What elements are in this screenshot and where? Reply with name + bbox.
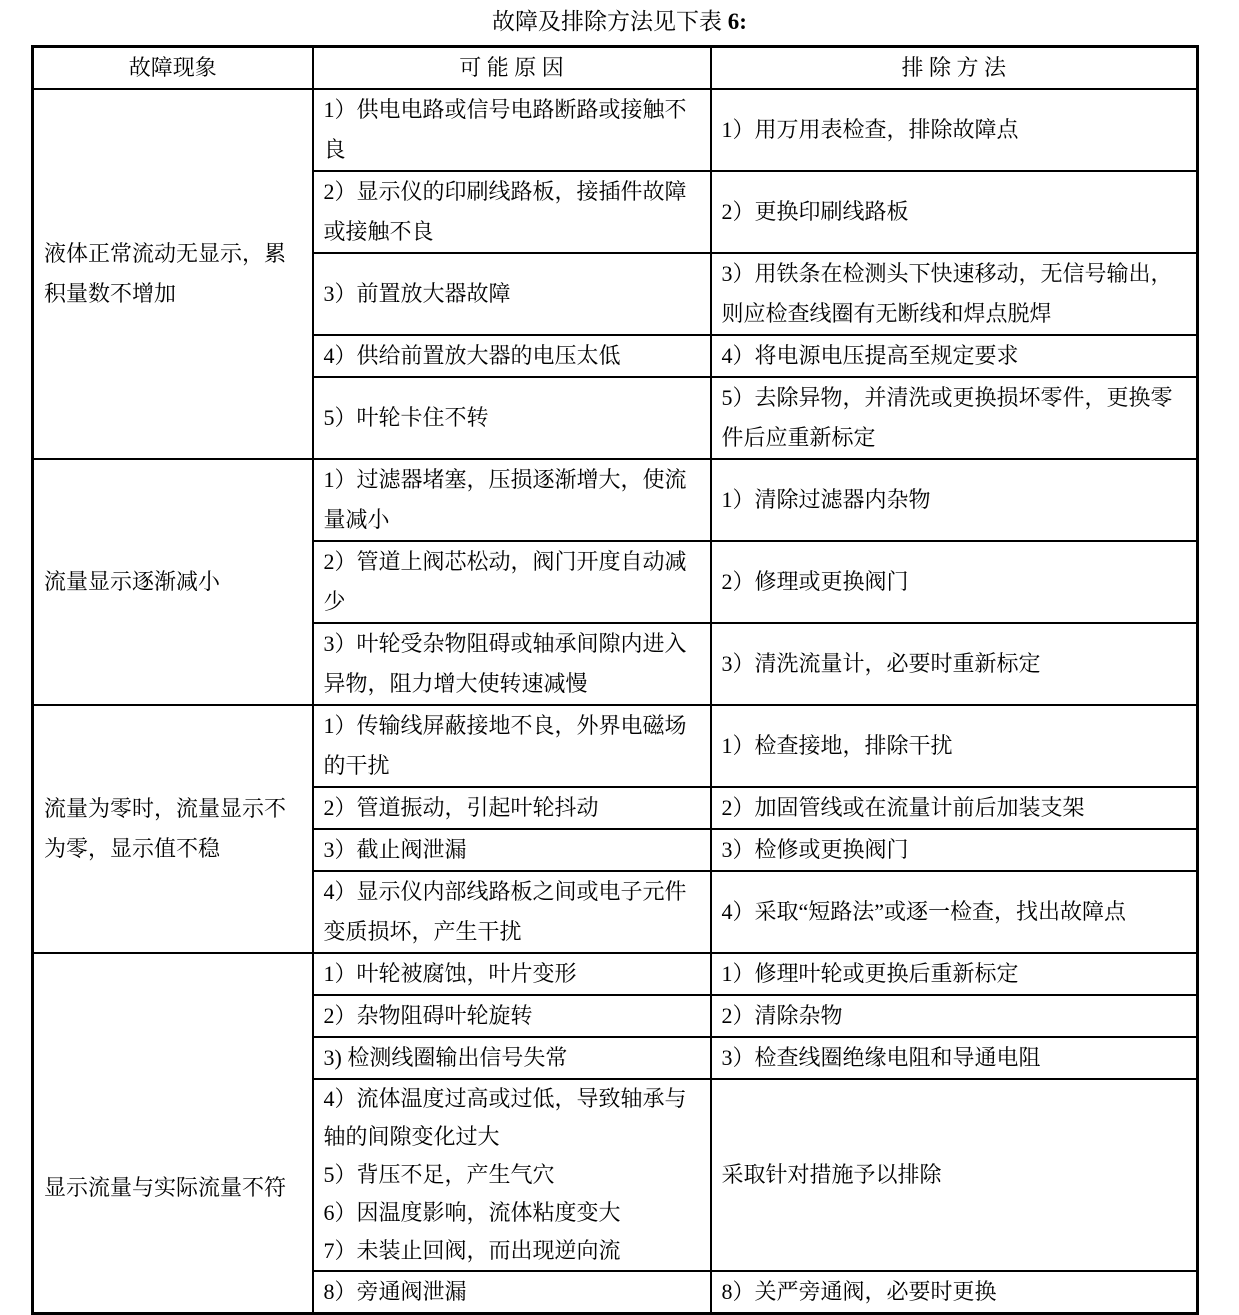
remedy-cell: 2）更换印刷线路板 <box>711 171 1198 253</box>
remedy-cell: 3）用铁条在检测头下快速移动，无信号输出，则应检查线圈有无断线和焊点脱焊 <box>711 253 1198 335</box>
cause-cell: 1）供电电路或信号电路断路或接触不良 <box>313 89 711 171</box>
remedy-cell: 2）加固管线或在流量计前后加装支架 <box>711 787 1198 829</box>
table-row <box>33 459 1198 541</box>
table-number: 6: <box>727 9 747 34</box>
cause-cell: 1）传输线屏蔽接地不良，外界电磁场的干扰 <box>313 705 711 787</box>
remedy-cell: 3）检查线圈绝缘电阻和导通电阻 <box>711 1037 1198 1079</box>
symptom-cell: 液体正常流动无显示，累积量数不增加 <box>33 89 313 459</box>
remedy-cell: 5）去除异物，并清洗或更换损坏零件，更换零件后应重新标定 <box>711 377 1198 459</box>
remedy-cell: 1）用万用表检查，排除故障点 <box>711 89 1198 171</box>
remedy-cell: 采取针对措施予以排除 <box>711 1079 1198 1271</box>
remedy-cell: 1）修理叶轮或更换后重新标定 <box>711 953 1198 995</box>
remedy-cell: 2）修理或更换阀门 <box>711 541 1198 623</box>
header-remedy: 排 除 方 法 <box>711 47 1198 90</box>
cause-cell: 3）前置放大器故障 <box>313 253 711 335</box>
table-row <box>33 953 1198 995</box>
remedy-cell: 8）关严旁通阀，必要时更换 <box>711 1271 1198 1314</box>
cause-cell: 8）旁通阀泄漏 <box>313 1271 711 1314</box>
remedy-cell: 4）将电源电压提高至规定要求 <box>711 335 1198 377</box>
table-caption <box>0 0 1239 35</box>
cause-cell: 2）杂物阻碍叶轮旋转 <box>313 995 711 1037</box>
cause-cell: 5）叶轮卡住不转 <box>313 377 711 459</box>
cause-cell <box>313 1079 711 1271</box>
symptom-cell: 显示流量与实际流量不符 <box>33 953 313 1314</box>
cause-cell: 3）叶轮受杂物阻碍或轴承间隙内进入异物，阻力增大使转速减慢 <box>313 623 711 705</box>
cause-cell: 2）管道上阀芯松动，阀门开度自动减少 <box>313 541 711 623</box>
cause-item: 7）未装止回阀，而出现逆向流 <box>323 1238 621 1263</box>
table-row <box>33 705 1198 787</box>
cause-cell: 1）叶轮被腐蚀，叶片变形 <box>313 953 711 995</box>
troubleshooting-table <box>31 45 1199 1315</box>
remedy-cell: 3）清洗流量计，必要时重新标定 <box>711 623 1198 705</box>
cause-cell: 4）显示仪内部线路板之间或电子元件变质损坏，产生干扰 <box>313 871 711 953</box>
header-symptom: 故障现象 <box>33 47 313 90</box>
table-row <box>33 89 1198 171</box>
cause-cell: 1）过滤器堵塞，压损逐渐增大，使流量减小 <box>313 459 711 541</box>
symptom-cell: 流量显示逐渐减小 <box>33 459 313 705</box>
remedy-cell: 4）采取“短路法”或逐一检查，找出故障点 <box>711 871 1198 953</box>
cause-cell: 2）显示仪的印刷线路板，接插件故障或接触不良 <box>313 171 711 253</box>
cause-item: 4）流体温度过高或过低，导致轴承与轴的间隙变化过大 <box>323 1086 687 1149</box>
cause-cell: 4）供给前置放大器的电压太低 <box>313 335 711 377</box>
remedy-cell: 1）清除过滤器内杂物 <box>711 459 1198 541</box>
cause-cell: 2）管道振动，引起叶轮抖动 <box>313 787 711 829</box>
cause-item: 5）背压不足，产生气穴 <box>323 1162 555 1187</box>
header-row <box>33 47 1198 90</box>
cause-cell: 3）截止阀泄漏 <box>313 829 711 871</box>
header-cause: 可 能 原 因 <box>313 47 711 90</box>
remedy-cell: 3）检修或更换阀门 <box>711 829 1198 871</box>
cause-item: 6）因温度影响，流体粘度变大 <box>323 1200 621 1225</box>
symptom-cell: 流量为零时，流量显示不为零，显示值不稳 <box>33 705 313 953</box>
cause-cell: 3) 检测线圈输出信号失常 <box>313 1037 711 1079</box>
remedy-cell: 1）检查接地，排除干扰 <box>711 705 1198 787</box>
remedy-cell: 2）清除杂物 <box>711 995 1198 1037</box>
table-caption-text: 故障及排除方法见下表 <box>492 9 728 34</box>
